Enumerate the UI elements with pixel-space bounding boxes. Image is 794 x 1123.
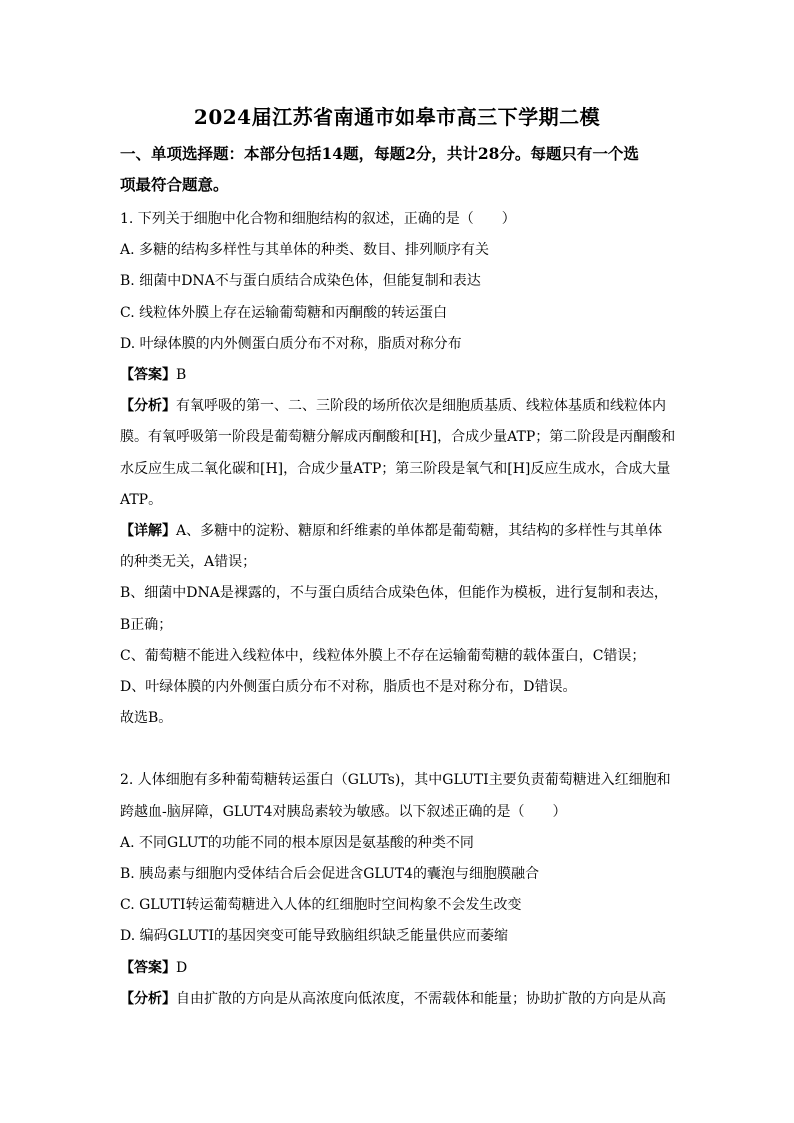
question-stem: 2. 人体细胞有多种葡萄糖转运蛋白（GLUTs)，其中GLUTI主要负责葡萄糖进入红细胞和 [120, 772, 671, 789]
question-2 [120, 765, 674, 1015]
analysis-tag: 【分析】 [120, 398, 176, 415]
analysis-line: 【分析】自由扩散的方向是从高浓度向低浓度，不需载体和能量；协助扩散的方向是从高 [120, 990, 666, 1007]
detail-line: 的种类无关，A错误； [120, 554, 257, 571]
answer-value: B [176, 367, 187, 384]
detail-line: D、叶绿体膜的内外侧蛋白质分布不对称，脂质也不是对称分布，D错误。 [120, 679, 577, 696]
detail-line: C、葡萄糖不能进入线粒体中，线粒体外膜上不存在运输葡萄糖的载体蛋白，C错误； [120, 647, 646, 664]
analysis-tag: 【分析】 [120, 990, 176, 1007]
answer-line [120, 953, 674, 984]
analysis-line: 膜。有氧呼吸第一阶段是葡萄糖分解成丙酮酸和[H]，合成少量ATP；第二阶段是丙酮酸和 [120, 429, 676, 446]
section-heading [120, 138, 674, 200]
document-title: 2024届江苏省南通市如皋市高三下学期二模 [193, 105, 601, 129]
option-d: D. 编码GLUTI的基因突变可能导致脑组织缺乏能量供应而萎缩 [120, 928, 509, 945]
option-b: B. 胰岛素与细胞内受体结合后会促进含GLUT4的囊泡与细胞膜融合 [120, 866, 539, 883]
option-c: C. 线粒体外膜上存在运输葡萄糖和丙酮酸的转运蛋白 [120, 304, 448, 321]
analysis-line: ATP。 [120, 491, 163, 508]
option-a: A. 多糖的结构多样性与其单体的种类、数目、排列顺序有关 [120, 242, 490, 259]
detail-line: 【详解】A、多糖中的淀粉、糖原和纤维素的单体都是葡萄糖，其结构的多样性与其单体 [120, 523, 663, 540]
option-b: B. 细菌中DNA不与蛋白质结合成染色体，但能复制和表达 [120, 273, 481, 290]
question-stem: 跨越血-脑屏障，GLUT4对胰岛素较为敏感。以下叙述正确的是（ ） [120, 803, 567, 820]
question-1 [120, 204, 674, 734]
detail-line: B、细菌中DNA是裸露的，不与蛋白质结合成染色体，但能作为模板，进行复制和表达， [120, 585, 668, 602]
question-stem: 1. 下列关于细胞中化合物和细胞结构的叙述，正确的是（ ） [120, 211, 516, 227]
detail-line: 故选B。 [120, 710, 173, 727]
detail-tag: 【详解】 [120, 523, 176, 540]
analysis-line: 水反应生成二氧化碳和[H]，合成少量ATP；第三阶段是氧气和[H]反应生成水，合成大量 [120, 460, 671, 477]
option-c: C. GLUTI转运葡萄糖进入人体的红细胞时空间构象不会发生改变 [120, 897, 522, 914]
detail-line: B正确； [120, 616, 173, 633]
section-heading-line: 项最符合题意。 [120, 175, 229, 194]
question-spacer [120, 734, 674, 765]
answer-line [120, 360, 674, 391]
option-d: D. 叶绿体膜的内外侧蛋白质分布不对称，脂质对称分布 [120, 335, 462, 352]
analysis-line: 【分析】有氧呼吸的第一、二、三阶段的场所依次是细胞质基质、线粒体基质和线粒体内 [120, 398, 666, 415]
answer-tag: 【答案】 [120, 959, 176, 976]
section-heading-line: 一、单项选择题：本部分包括14题，每题2分，共计28分。每题只有一个选 [120, 144, 639, 163]
detail-block [120, 516, 674, 734]
answer-value: D [176, 959, 188, 976]
answer-tag: 【答案】 [120, 367, 176, 384]
option-a: A. 不同GLUT的功能不同的根本原因是氨基酸的种类不同 [120, 834, 474, 851]
analysis-block [120, 391, 674, 516]
